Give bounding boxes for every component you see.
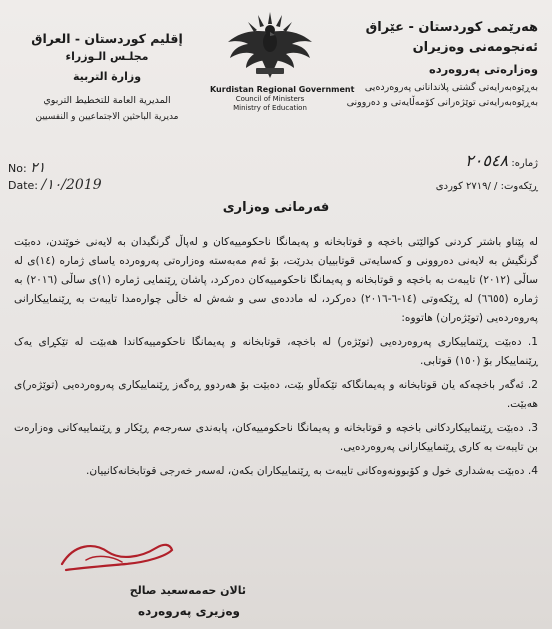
reference-date-value: /١٠/2019 [41,177,102,193]
reference-number-label: No: [8,162,27,175]
body-intro: لە پێناو باشتر کردنی کوالێتی باخچە و قوتابخانە و پەیمانگا ناحکومییەکان و لەپاڵ گرنگیدان بە لایەنی خوێندن، دەبێت گرنگیش بە لایەنی دەروونی و کەسایەتی قوتابییان بدرێت، بۆ ئەم مەبەستە وەزارەتی پەروەردە یاسای ژمارە (١٤)ی لە ساڵی (٢٠١٢) تایبەت بە باخچە و قوتابخانە و پەیمانگا ناحکومییەکان دەرکرد، پاشان ڕێنمایی ژمارە (١)ی ساڵی (٢٠١٦) بە ژمارە (٦٦٥٥) لە ڕێکەوتی (١٤-٦-٢٠١٦) دەرکرد، لە ماددەی سی و شەش لە خاڵی چوارەمدا تایبەت بە ڕێنماییکارانی پەروەردەیی (توێژەران) هاتووە: [14,236,538,324]
header-directorate: بەڕێوەبەرایەتی گشتی پلاندانانی پەروەردەیی [364,82,538,93]
header-kurdish [328,18,538,110]
document-title: فەرمانی وەزاری [222,200,330,215]
header-arabic [12,30,202,125]
reference-date [8,177,148,194]
reference-date-ku-value: / /٢٧١٩ كوردی [435,181,498,192]
header-department-ar: مديرية الباحثين الاجتماعيين و النفسيين [35,112,179,122]
emblem-council: Council of Ministers [235,95,305,103]
body-item-1: 1. دەبێت ڕێنماییکاری پەروەردەیی (توێژەر) لە باخچە، قوتابخانە و پەیمانگا ناحکومییەکاندا هەبێت لە تێکڕای یەک ڕێنماییکار بۆ (١٥٠) قوتابی. [14,336,538,367]
krg-emblem [210,8,355,113]
reference-number-ku-label: ژمارە: [511,158,538,169]
body-item-3: 3. دەبێت ڕێنماییکاردکانی باخچە و قوتابخانە و پەیمانگا ناحکومییەکان، پابەندی سەرجەم ڕێکار و ڕێنماییەکانی وەزارەت بن تایبەت بە کاری ڕێنماییکارانی پەروەردەیی. [14,422,538,453]
reference-date-ku-label: ڕێکەوت: [500,181,538,192]
signatory-name: ئالان حەمەسعید صالح [129,584,246,597]
handwritten-signature [56,534,176,578]
reference-date-ku [398,178,538,195]
emblem-ministry: Ministry of Education [233,104,307,112]
emblem-gov-name: Kurdistan Regional Government [210,85,355,94]
reference-date-label: Date: [8,179,38,192]
header-council-ar: مجلـس الـوزراء [65,50,149,63]
header-region-ar: إقليم كوردستان - العراق [31,31,183,46]
document-body [14,233,538,481]
reference-number [8,160,148,177]
header-region: هەرێمی کوردستان - عێراق [365,20,538,35]
header-directorate-ar: المديرية العامة للتخطيط التربوي [43,95,171,106]
reference-number-ku [398,152,538,172]
header-department: بەڕێوەبەرایەتی توێژەرانی کۆمەڵایەتی و دەروونی [346,97,538,108]
body-item-2: 2. ئەگەر باخچەکە یان قوتابخانە و پەیمانگاکە تێکەڵاو بێت، دەبێت بۆ هەردوو ڕەگەز ڕێنماییکاری پەروەردەیی (توێژەر)ی هەبێت. [14,379,538,410]
body-item-4: 4. دەبێت بەشداری خول و کۆبوونەوەکانی تایبەت بە ڕێنماییکاران بکەن، لەسەر خەرجی قوتابخانەکانییان. [86,465,538,477]
reference-english [8,160,148,194]
reference-kurdish [398,151,538,192]
signatory-title: وەزیری پەروەردە [138,604,240,618]
header-ministry-ar: وزارة التربية [72,70,142,83]
header-ministry: وەزارەتی پەروەردە [428,62,538,76]
reference-number-ku-value: ٢٠٥٤٨ [465,151,509,170]
eagle-emblem-icon [222,8,318,82]
header-council: ئەنجومەنی وەزیران [412,40,538,55]
reference-number-value: ٢١ [30,160,46,176]
